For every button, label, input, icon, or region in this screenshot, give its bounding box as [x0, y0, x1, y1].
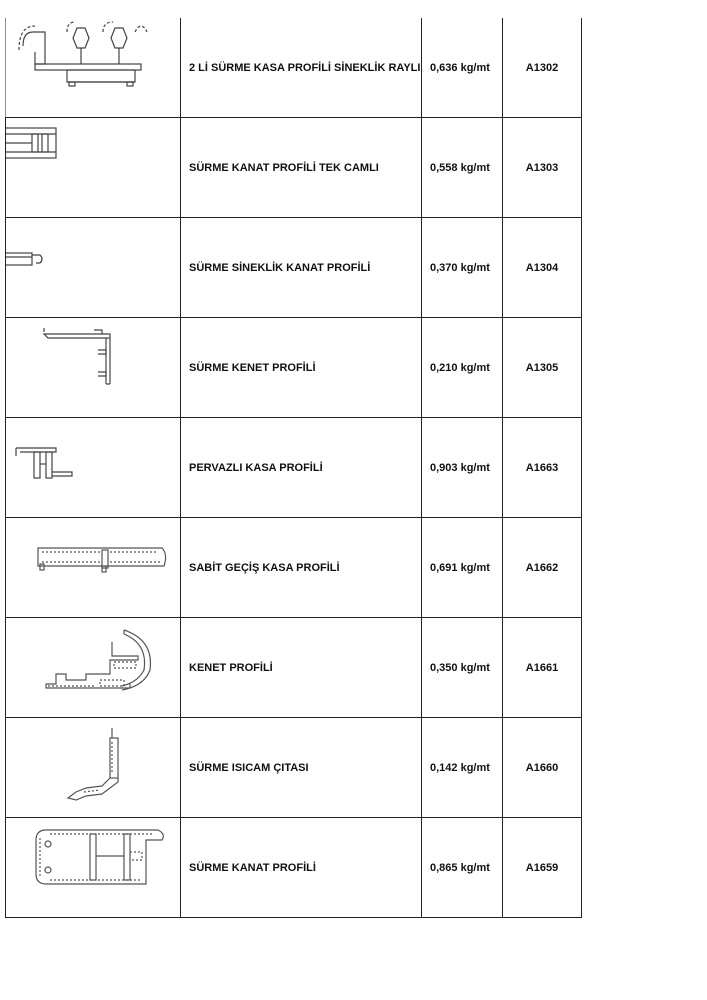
product-code-cell	[502, 218, 582, 318]
product-weight: 0,370 kg/mt	[430, 262, 490, 274]
product-name-cell	[180, 618, 421, 718]
product-weight-cell	[421, 518, 502, 618]
product-weight-cell	[421, 618, 502, 718]
table-row	[0, 518, 582, 618]
table-row	[0, 618, 582, 718]
profile-drawing-a1659-icon	[6, 818, 180, 918]
product-weight: 0,691 kg/mt	[430, 562, 490, 574]
product-name-cell	[180, 818, 421, 918]
table-row	[0, 118, 582, 218]
product-weight-cell	[421, 18, 502, 118]
product-weight: 0,558 kg/mt	[430, 162, 490, 174]
product-code-cell	[502, 118, 582, 218]
product-name: SÜRME KANAT PROFİLİ TEK CAMLI	[189, 162, 379, 174]
product-code-cell	[502, 818, 582, 918]
product-code-cell	[502, 518, 582, 618]
product-name-cell	[180, 118, 421, 218]
product-weight: 0,350 kg/mt	[430, 662, 490, 674]
profile-image-cell	[5, 618, 179, 718]
table-row	[0, 718, 582, 818]
table-row	[0, 18, 582, 118]
product-weight: 0,210 kg/mt	[430, 362, 490, 374]
table-row	[0, 218, 582, 318]
profile-drawing-a1663-icon	[6, 418, 180, 518]
product-code: A1303	[525, 162, 559, 174]
profile-drawing-a1305-icon	[6, 318, 180, 418]
product-name-cell	[180, 418, 421, 518]
product-code-cell	[502, 718, 582, 818]
product-name: SÜRME KENET PROFİLİ	[189, 362, 316, 374]
product-code: A1659	[525, 862, 559, 874]
product-name: SÜRME KANAT PROFİLİ	[189, 862, 316, 874]
product-code: A1662	[525, 562, 559, 574]
profile-drawing-a1662-icon	[6, 518, 180, 618]
product-name-cell	[180, 518, 421, 618]
profile-image-cell	[5, 718, 179, 818]
product-code: A1661	[525, 662, 559, 674]
product-weight-cell	[421, 218, 502, 318]
product-name: SÜRME ISICAM ÇITASI	[189, 762, 309, 774]
product-name: SÜRME SİNEKLİK KANAT PROFİLİ	[189, 262, 371, 274]
product-name: KENET PROFİLİ	[189, 662, 273, 674]
product-weight-cell	[421, 818, 502, 918]
profile-drawing-a1302-icon	[5, 18, 179, 118]
profile-drawing-a1303-icon	[6, 118, 180, 218]
table-row	[0, 818, 582, 918]
profile-drawing-a1304-icon	[6, 218, 180, 318]
profile-image-cell	[5, 18, 179, 118]
product-weight: 0,142 kg/mt	[430, 762, 490, 774]
product-code-cell	[502, 618, 582, 718]
product-name-cell	[180, 18, 421, 118]
product-name: SABİT GEÇİŞ KASA PROFİLİ	[189, 562, 340, 574]
product-code-cell	[502, 18, 582, 118]
product-weight-cell	[421, 418, 502, 518]
profile-image-cell	[5, 118, 179, 218]
product-weight-cell	[421, 118, 502, 218]
product-code: A1663	[525, 462, 559, 474]
profile-image-cell	[5, 218, 179, 318]
product-weight-cell	[421, 718, 502, 818]
table-row	[0, 318, 582, 418]
product-weight: 0,865 kg/mt	[430, 862, 490, 874]
product-code: A1660	[525, 762, 559, 774]
product-code-cell	[502, 418, 582, 518]
product-code: A1304	[525, 262, 559, 274]
product-name: 2 Lİ SÜRME KASA PROFİLİ SİNEKLİK RAYLI	[189, 62, 421, 74]
profile-image-cell	[5, 818, 179, 918]
product-code: A1302	[525, 62, 559, 74]
profile-image-cell	[5, 318, 179, 418]
profile-drawing-a1660-icon	[6, 718, 180, 818]
product-name-cell	[180, 718, 421, 818]
product-name-cell	[180, 318, 421, 418]
profile-image-cell	[5, 518, 179, 618]
profile-image-cell	[5, 418, 179, 518]
table-row	[0, 418, 582, 518]
product-code-cell	[502, 318, 582, 418]
product-weight-cell	[421, 318, 502, 418]
product-code: A1305	[525, 362, 559, 374]
product-name: PERVAZLI KASA PROFİLİ	[189, 462, 323, 474]
product-weight: 0,903 kg/mt	[430, 462, 490, 474]
product-weight: 0,636 kg/mt	[430, 62, 490, 74]
profile-drawing-a1661-icon	[6, 618, 180, 718]
row-divider	[5, 917, 582, 918]
product-name-cell	[180, 218, 421, 318]
